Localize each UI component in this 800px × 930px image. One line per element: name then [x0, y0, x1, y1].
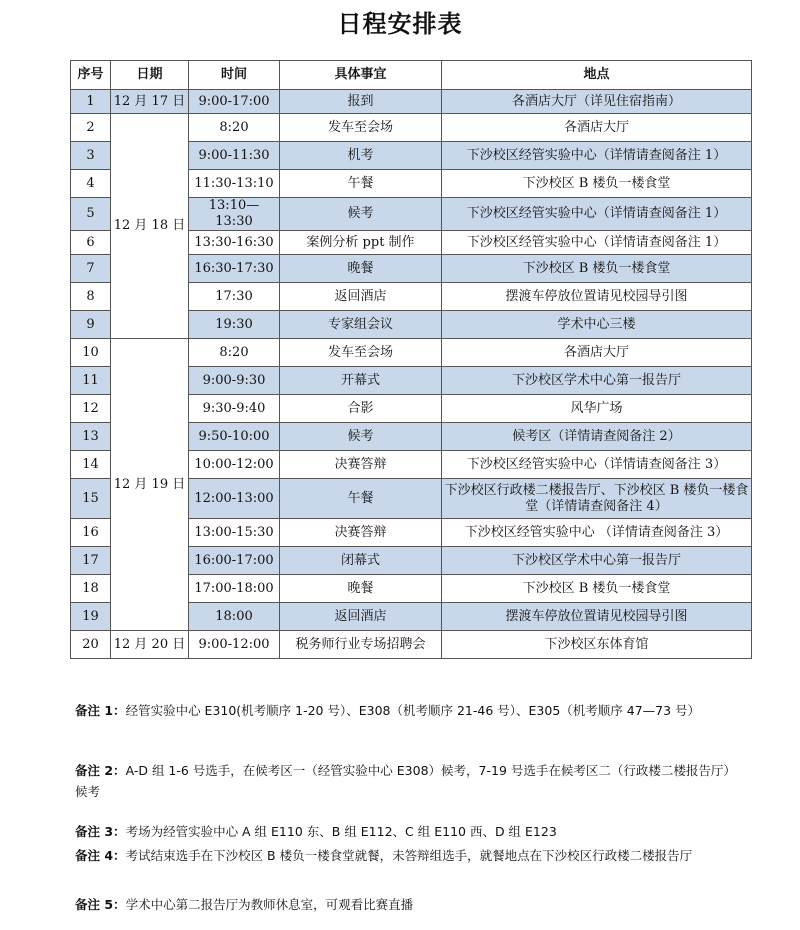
- cell-event: 决赛答辩: [280, 519, 442, 547]
- cell-time: 18:00: [189, 603, 280, 631]
- note-2: [75, 760, 735, 802]
- cell-no: 3: [71, 142, 111, 170]
- cell-place: 各酒店大厅: [442, 339, 752, 367]
- cell-event: 午餐: [280, 170, 442, 198]
- cell-time: 9:00-17:00: [189, 90, 280, 114]
- cell-place: 各酒店大厅: [442, 114, 752, 142]
- cell-event: 返回酒店: [280, 603, 442, 631]
- cell-place: 候考区（详情请查阅备注 2）: [442, 423, 752, 451]
- cell-place: 各酒店大厅（详见住宿指南）: [442, 90, 752, 114]
- cell-date: 12 月 19 日: [111, 339, 189, 631]
- cell-time: 9:30-9:40: [189, 395, 280, 423]
- cell-place: 学术中心三楼: [442, 311, 752, 339]
- cell-place: 摆渡车停放位置请见校园导引图: [442, 283, 752, 311]
- note-text: 经管实验中心 E310(机考顺序 1-20 号）、E308（机考顺序 21-46 号）、E305（机考顺序 47—73 号）: [125, 703, 701, 718]
- cell-no: 13: [71, 423, 111, 451]
- header-no: 序号: [71, 61, 111, 90]
- cell-time: 13:00-15:30: [189, 519, 280, 547]
- cell-place: 下沙校区经管实验中心（详情请查阅备注 3）: [442, 451, 752, 479]
- note-4: [75, 845, 692, 866]
- table-row: [71, 631, 752, 659]
- cell-event: 返回酒店: [280, 283, 442, 311]
- cell-event: 闭幕式: [280, 547, 442, 575]
- note-text: 考场为经管实验中心 A 组 E110 东、B 组 E112、C 组 E110 西、D 组 E123: [125, 824, 557, 839]
- cell-time: 8:20: [189, 339, 280, 367]
- cell-time: 16:30-17:30: [189, 255, 280, 283]
- cell-no: 2: [71, 114, 111, 142]
- cell-time: 16:00-17:00: [189, 547, 280, 575]
- cell-time: 13:30-16:30: [189, 231, 280, 255]
- cell-no: 7: [71, 255, 111, 283]
- cell-no: 1: [71, 90, 111, 114]
- cell-time: 8:20: [189, 114, 280, 142]
- cell-time: 19:30: [189, 311, 280, 339]
- cell-event: 决赛答辩: [280, 451, 442, 479]
- cell-place: 下沙校区经管实验中心（详情请查阅备注 1）: [442, 231, 752, 255]
- cell-no: 20: [71, 631, 111, 659]
- cell-place: 下沙校区行政楼二楼报告厅、下沙校区 B 楼负一楼食堂（详情请查阅备注 4）: [442, 479, 752, 519]
- table-row: [71, 339, 752, 367]
- cell-date: 12 月 20 日: [111, 631, 189, 659]
- cell-no: 16: [71, 519, 111, 547]
- note-label: 备注 3：: [75, 824, 126, 839]
- cell-event: 晚餐: [280, 255, 442, 283]
- cell-event: 专家组会议: [280, 311, 442, 339]
- cell-event: 候考: [280, 198, 442, 231]
- cell-event: 晚餐: [280, 575, 442, 603]
- cell-time: 12:00-13:00: [189, 479, 280, 519]
- note-text: 考试结束选手在下沙校区 B 楼负一楼食堂就餐，未答辩组选手，就餐地点在下沙校区行政楼二楼报告厅: [125, 848, 693, 863]
- cell-no: 11: [71, 367, 111, 395]
- table-row: [71, 114, 752, 142]
- cell-place: 下沙校区经管实验中心 （详情请查阅备注 3）: [442, 519, 752, 547]
- note-label: 备注 2：: [75, 763, 126, 778]
- header-place: 地点: [442, 61, 752, 90]
- note-3: [75, 821, 557, 842]
- cell-place: 风华广场: [442, 395, 752, 423]
- cell-no: 12: [71, 395, 111, 423]
- cell-no: 5: [71, 198, 111, 231]
- table-row: [71, 90, 752, 114]
- note-label: 备注 5：: [75, 897, 126, 912]
- table-header-row: [71, 61, 752, 90]
- cell-time: 9:00-12:00: [189, 631, 280, 659]
- header-time: 时间: [189, 61, 280, 90]
- cell-no: 14: [71, 451, 111, 479]
- cell-time: 17:30: [189, 283, 280, 311]
- cell-event: 开幕式: [280, 367, 442, 395]
- cell-no: 19: [71, 603, 111, 631]
- cell-time: 9:50-10:00: [189, 423, 280, 451]
- cell-event: 发车至会场: [280, 339, 442, 367]
- page-title: 日程安排表: [337, 10, 463, 38]
- cell-event: 合影: [280, 395, 442, 423]
- cell-no: 10: [71, 339, 111, 367]
- cell-event: 案例分析 ppt 制作: [280, 231, 442, 255]
- cell-event: 午餐: [280, 479, 442, 519]
- cell-no: 8: [71, 283, 111, 311]
- cell-place: 下沙校区经管实验中心（详情请查阅备注 1）: [442, 142, 752, 170]
- note-text: 学术中心第二报告厅为教师休息室，可观看比赛直播: [125, 897, 414, 912]
- cell-date: 12 月 17 日: [111, 90, 189, 114]
- cell-time: 11:30-13:10: [189, 170, 280, 198]
- cell-place: 下沙校区东体育馆: [442, 631, 752, 659]
- cell-no: 9: [71, 311, 111, 339]
- cell-place: 下沙校区学术中心第一报告厅: [442, 547, 752, 575]
- cell-event: 机考: [280, 142, 442, 170]
- header-event: 具体事宜: [280, 61, 442, 90]
- cell-place: 下沙校区学术中心第一报告厅: [442, 367, 752, 395]
- cell-time: 9:00-11:30: [189, 142, 280, 170]
- cell-place: 下沙校区 B 楼负一楼食堂: [442, 170, 752, 198]
- note-label: 备注 1：: [75, 703, 126, 718]
- cell-event: 候考: [280, 423, 442, 451]
- cell-place: 下沙校区经管实验中心（详情请查阅备注 1）: [442, 198, 752, 231]
- note-5: [75, 894, 413, 915]
- cell-place: 下沙校区 B 楼负一楼食堂: [442, 255, 752, 283]
- cell-no: 4: [71, 170, 111, 198]
- cell-place: 下沙校区 B 楼负一楼食堂: [442, 575, 752, 603]
- cell-time: 17:00-18:00: [189, 575, 280, 603]
- cell-no: 17: [71, 547, 111, 575]
- note-text: A-D 组 1-6 号选手，在候考区一（经管实验中心 E308）候考，7-19 号选手在候考区二（行政楼二楼报告厅）候考: [75, 763, 730, 799]
- cell-event: 报到: [280, 90, 442, 114]
- cell-place: 摆渡车停放位置请见校园导引图: [442, 603, 752, 631]
- schedule-table: [70, 60, 752, 659]
- cell-time: 13:10—13:30: [189, 198, 280, 231]
- cell-date: 12 月 18 日: [111, 114, 189, 339]
- cell-time: 9:00-9:30: [189, 367, 280, 395]
- cell-no: 18: [71, 575, 111, 603]
- note-label: 备注 4：: [75, 848, 126, 863]
- cell-no: 15: [71, 479, 111, 519]
- header-date: 日期: [111, 61, 189, 90]
- note-1: [75, 700, 700, 721]
- cell-event: 发车至会场: [280, 114, 442, 142]
- cell-event: 税务师行业专场招聘会: [280, 631, 442, 659]
- cell-no: 6: [71, 231, 111, 255]
- cell-time: 10:00-12:00: [189, 451, 280, 479]
